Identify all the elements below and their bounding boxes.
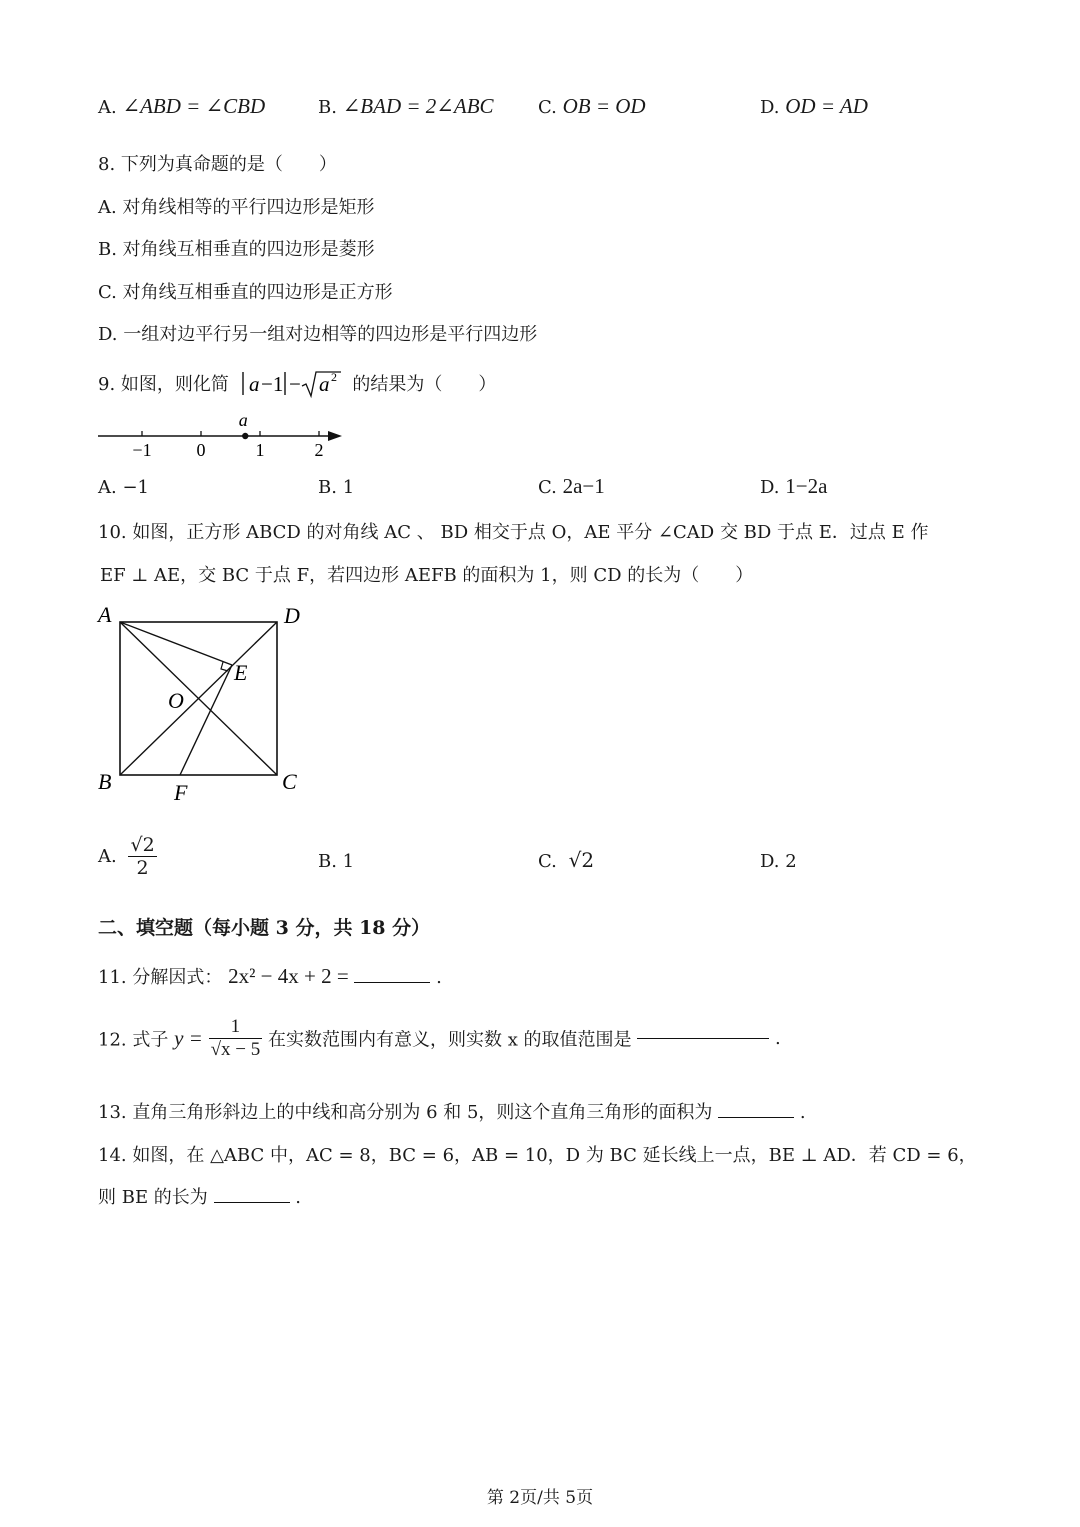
svg-text:2: 2	[330, 370, 337, 384]
q14-answer-blank[interactable]	[214, 1202, 290, 1203]
number-line-tick-label: −1	[132, 440, 152, 460]
q7-option-b-label: B.	[318, 97, 337, 118]
q9-option-b-label: B.	[318, 477, 337, 498]
q7-option-d-label: D.	[760, 97, 780, 118]
q9-option-b	[318, 477, 354, 498]
q10-option-c-value: √2	[568, 848, 595, 872]
page-footer: 第 2页/共 5页	[486, 1488, 594, 1508]
q10-option-a-label: A.	[98, 846, 117, 867]
label-d: D	[284, 603, 300, 628]
q10-option-d: D. 2	[760, 851, 797, 872]
q7-option-b-expr: ∠BAD = 2∠ABC	[342, 94, 494, 118]
segment-ae	[120, 622, 232, 665]
q10-option-a-fraction	[128, 834, 156, 879]
q10-option-c	[538, 848, 594, 872]
label-a: A	[98, 602, 112, 627]
segment-ef	[180, 665, 232, 775]
q9-option-d	[760, 474, 827, 499]
svg-text:a: a	[248, 372, 260, 396]
svg-text:−1: −1	[260, 372, 283, 396]
number-line-point	[242, 433, 248, 439]
q7-option-d	[760, 94, 868, 119]
number-line-point-label: a	[238, 410, 248, 430]
q9-option-a-value: −1	[122, 477, 150, 498]
q12-denominator: √x − 5	[210, 1039, 261, 1060]
label-e: E	[234, 660, 248, 685]
q10-stem-line2: EF ⊥ AE，交 BC 于点 F，若四边形 AEFB 的面积为 1，则 CD 的长为（ ）	[100, 565, 754, 586]
q9-stem	[98, 369, 496, 401]
q8-option-b: B. 对角线互相垂直的四边形是菱形	[98, 239, 375, 260]
label-f: F	[174, 780, 188, 805]
q9-stem-post: 的结果为（ ）	[352, 374, 497, 395]
number-line-arrow	[328, 431, 342, 441]
q9-option-a	[98, 477, 149, 498]
section-fill-in-title: 二、填空题（每小题 3 分，共 18 分）	[98, 917, 431, 939]
q14-line2	[98, 1183, 301, 1209]
q9-option-d-value: 1−2a	[785, 474, 828, 498]
q10-option-a-denominator: 2	[128, 856, 156, 879]
number-line-tick-label: 0	[196, 440, 206, 460]
q9-number-line	[92, 408, 352, 464]
q8-option-c: C. 对角线互相垂直的四边形是正方形	[98, 282, 393, 303]
q10-option-b: B. 1	[318, 851, 355, 872]
q12-fraction	[209, 1016, 263, 1061]
q10-option-c-label: C.	[538, 851, 557, 872]
number-line-tick-label: 2	[314, 440, 324, 460]
q9-option-b-value: 1	[342, 477, 355, 498]
q9-option-d-label: D.	[760, 477, 780, 498]
q10-option-a-numerator: √2	[130, 834, 155, 856]
q9-option-c	[538, 474, 605, 499]
q8-stem: 8. 下列为真命题的是（ ）	[98, 154, 337, 175]
label-b: B	[98, 769, 112, 794]
q8-option-d: D. 一组对边平行另一组对边相等的四边形是平行四边形	[98, 324, 538, 345]
svg-text:−: −	[288, 372, 301, 396]
q7-option-c-label: C.	[538, 97, 557, 118]
q9-option-a-label: A.	[98, 477, 117, 498]
q12	[98, 1016, 781, 1061]
q13-end: .	[799, 1102, 806, 1123]
q12-expr-y: y =	[174, 1026, 203, 1050]
q10-stem-line1: 10. 如图，正方形 ABCD 的对角线 AC 、 BD 相交于点 O，AE 平分 ∠CAD 交 BD 于点 E．过点 E 作	[98, 522, 929, 543]
q11-stem: 11. 分解因式：	[98, 967, 223, 988]
q7-option-c	[538, 94, 646, 119]
q12-answer-blank[interactable]	[637, 1038, 769, 1039]
q14-line2-pre: 则 BE 的长为	[98, 1187, 208, 1208]
q11-end: .	[436, 967, 442, 988]
q13-stem: 13. 直角三角形斜边上的中线和高分别为 6 和 5，则这个直角三角形的面积为	[98, 1102, 713, 1123]
q7-option-a	[98, 94, 265, 119]
svg-text:a: a	[318, 372, 330, 396]
q7-option-d-expr: OD = AD	[785, 94, 868, 118]
q14-end: .	[295, 1187, 302, 1208]
q12-end: .	[775, 1028, 781, 1049]
q9-expression	[239, 369, 343, 401]
q7-option-b	[318, 94, 494, 119]
q13	[98, 1098, 806, 1124]
q10-square-figure	[92, 598, 312, 810]
q10-option-a	[98, 834, 157, 879]
q14-line1: 14. 如图，在 △ABC 中，AC = 8，BC = 6，AB = 10，D 为 BC 延长线上一点，BE ⊥ AD．若 CD = 6，	[98, 1145, 977, 1166]
q7-option-a-expr: ∠ABD = ∠CBD	[122, 94, 266, 118]
q11	[98, 963, 442, 989]
number-line-tick-label: 1	[255, 440, 265, 460]
q11-answer-blank[interactable]	[354, 982, 430, 983]
q9-option-c-value: 2a−1	[562, 474, 605, 498]
q9-stem-pre: 9. 如图，则化简	[98, 374, 229, 395]
q13-answer-blank[interactable]	[718, 1117, 794, 1118]
q12-stem-post: 在实数范围内有意义，则实数 x 的取值范围是	[267, 1029, 632, 1051]
q12-stem-pre: 12. 式子	[98, 1029, 169, 1051]
q11-expression: 2x² − 4x + 2 =	[228, 964, 349, 988]
q12-numerator: 1	[230, 1016, 241, 1037]
label-o: O	[168, 688, 184, 713]
q7-option-c-expr: OB = OD	[562, 94, 646, 118]
label-c: C	[282, 769, 297, 794]
q7-option-a-label: A.	[98, 97, 117, 118]
q9-option-c-label: C.	[538, 477, 557, 498]
q8-option-a: A. 对角线相等的平行四边形是矩形	[98, 197, 375, 218]
